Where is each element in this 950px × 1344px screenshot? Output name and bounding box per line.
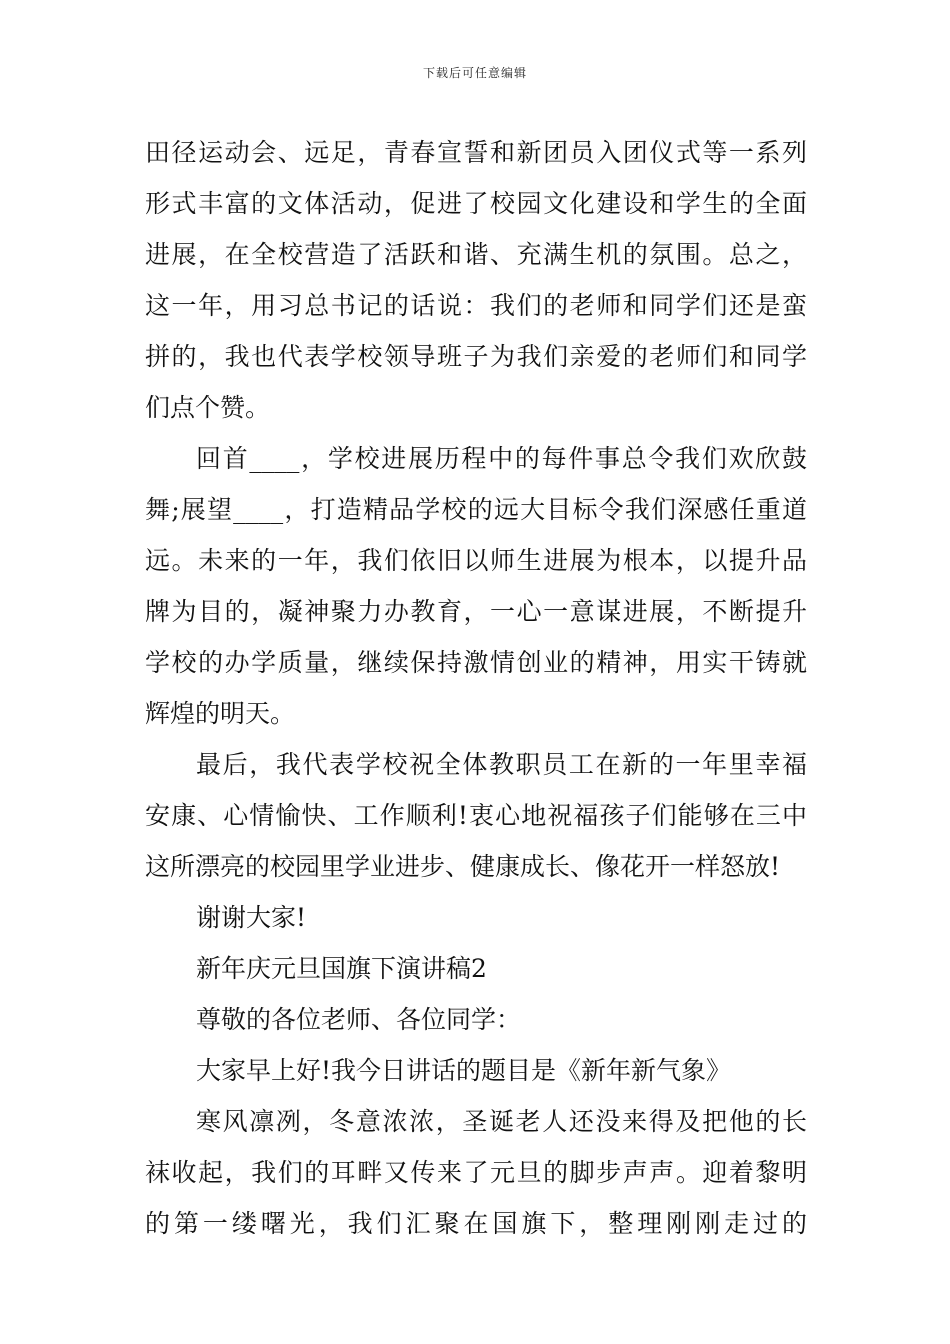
text-line: 牌为目的，凝神聚力办教育，一心一意谋进展，不断提升 (145, 597, 807, 626)
text-line: 大家早上好!我今日讲话的题目是《新年新气象》 (196, 1056, 732, 1085)
text-line: 进展，在全校营造了活跃和谐、充满生机的氛围。总之， (145, 240, 807, 269)
text-line: 远。未来的一年，我们依旧以师生进展为根本，以提升品 (145, 546, 807, 575)
text-line: 这所漂亮的校园里学业进步、健康成长、像花开一样怒放! (145, 852, 781, 881)
text-line: 这一年，用习总书记的话说：我们的老师和同学们还是蛮 (145, 291, 807, 320)
text-line: 形式丰富的文体活动，促进了校园文化建设和学生的全面 (145, 189, 807, 218)
page-header: 下载后可任意编辑 (422, 66, 527, 80)
text-line: 安康、心情愉快、工作顺利!衷心地祝福孩子们能够在三中 (145, 801, 807, 830)
text-line: 田径运动会、远足，青春宣誓和新团员入团仪式等一系列 (145, 138, 807, 167)
text-line: 寒风凛冽，冬意浓浓，圣诞老人还没来得及把他的长 (196, 1107, 807, 1136)
text-line: 的第一缕曙光，我们汇聚在国旗下，整理刚刚走过的 (145, 1209, 807, 1238)
text-line: 新年庆元旦国旗下演讲稿2 (196, 954, 487, 983)
text-line: 舞;展望____，打造精品学校的远大目标令我们深感任重道 (145, 495, 807, 524)
text-line: 袜收起，我们的耳畔又传来了元旦的脚步声声。迎着黎明 (145, 1158, 807, 1187)
text-line: 回首____，学校进展历程中的每件事总令我们欢欣鼓 (196, 444, 807, 473)
text-line: 们点个赞。 (145, 393, 271, 422)
text-line: 学校的办学质量，继续保持激情创业的精神，用实干铸就 (145, 648, 807, 677)
text-line: 谢谢大家! (196, 903, 307, 932)
text-line: 辉煌的明天。 (145, 699, 296, 728)
text-line: 最后，我代表学校祝全体教职员工在新的一年里幸福 (196, 750, 807, 779)
text-line: 尊敬的各位老师、各位同学： (196, 1005, 522, 1034)
document-body (145, 127, 807, 1249)
text-line: 拼的，我也代表学校领导班子为我们亲爱的老师们和同学 (145, 342, 807, 371)
